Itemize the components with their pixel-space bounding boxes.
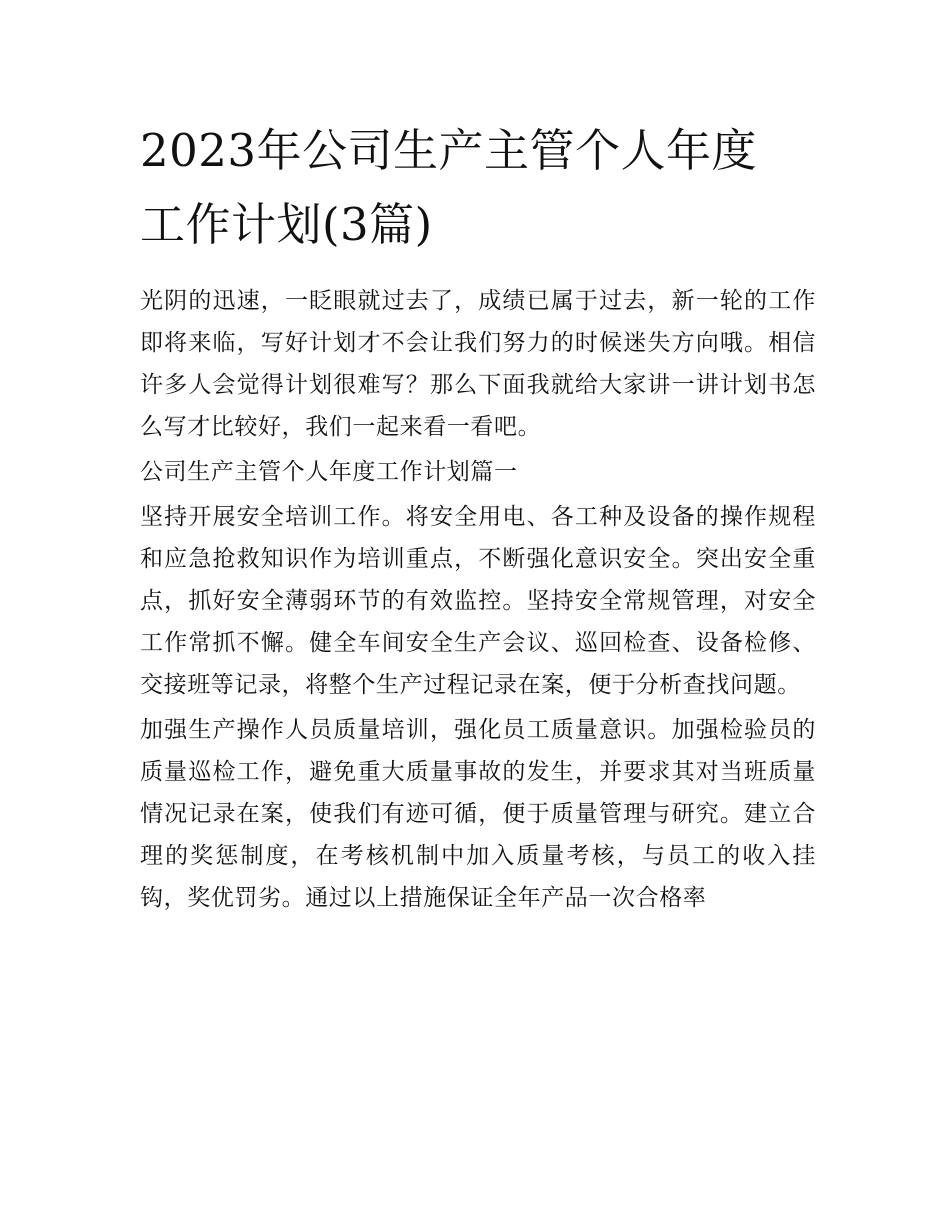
document-title bbox=[140, 114, 816, 262]
section-heading: 公司生产主管个人年度工作计划篇一 bbox=[140, 459, 518, 485]
title-line-1: 2023年公司生产主管个人年度 bbox=[140, 124, 758, 177]
title-line-2: 工作计划(3篇) bbox=[140, 198, 433, 251]
document-body bbox=[140, 280, 816, 919]
body-paragraph-2: 加强生产操作人员质量培训，强化员工质量意识。加强检验员的质量巡检工作，避免重大质量事故的发生，并要求其对当班质量情况记录在案，使我们有迹可循，便于质量管理与研究。建立合理的奖惩制度，在考核机制中加入质量考核，与员工的收入挂钩，奖优罚劣。通过以上措施保证全年产品一次合格率 bbox=[140, 717, 816, 911]
body-paragraph-1: 坚持开展安全培训工作。将安全用电、各工种及设备的操作规程和应急抢救知识作为培训重点，不断强化意识安全。突出安全重点，抓好安全薄弱环节的有效监控。坚持安全常规管理，对安全工作常抓不懈。健全车间安全生产会议、巡回检查、设备检修、交接班等记录，将整个生产过程记录在案，便于分析查找问题。 bbox=[140, 504, 816, 698]
document-content bbox=[140, 114, 816, 919]
intro-paragraph: 光阴的迅速，一眨眼就过去了，成绩已属于过去，新一轮的工作即将来临，写好计划才不会让我们努力的时候迷失方向哦。相信许多人会觉得计划很难写？那么下面我就给大家讲一讲计划书怎么写才比较好，我们一起来看一看吧。 bbox=[140, 288, 816, 440]
